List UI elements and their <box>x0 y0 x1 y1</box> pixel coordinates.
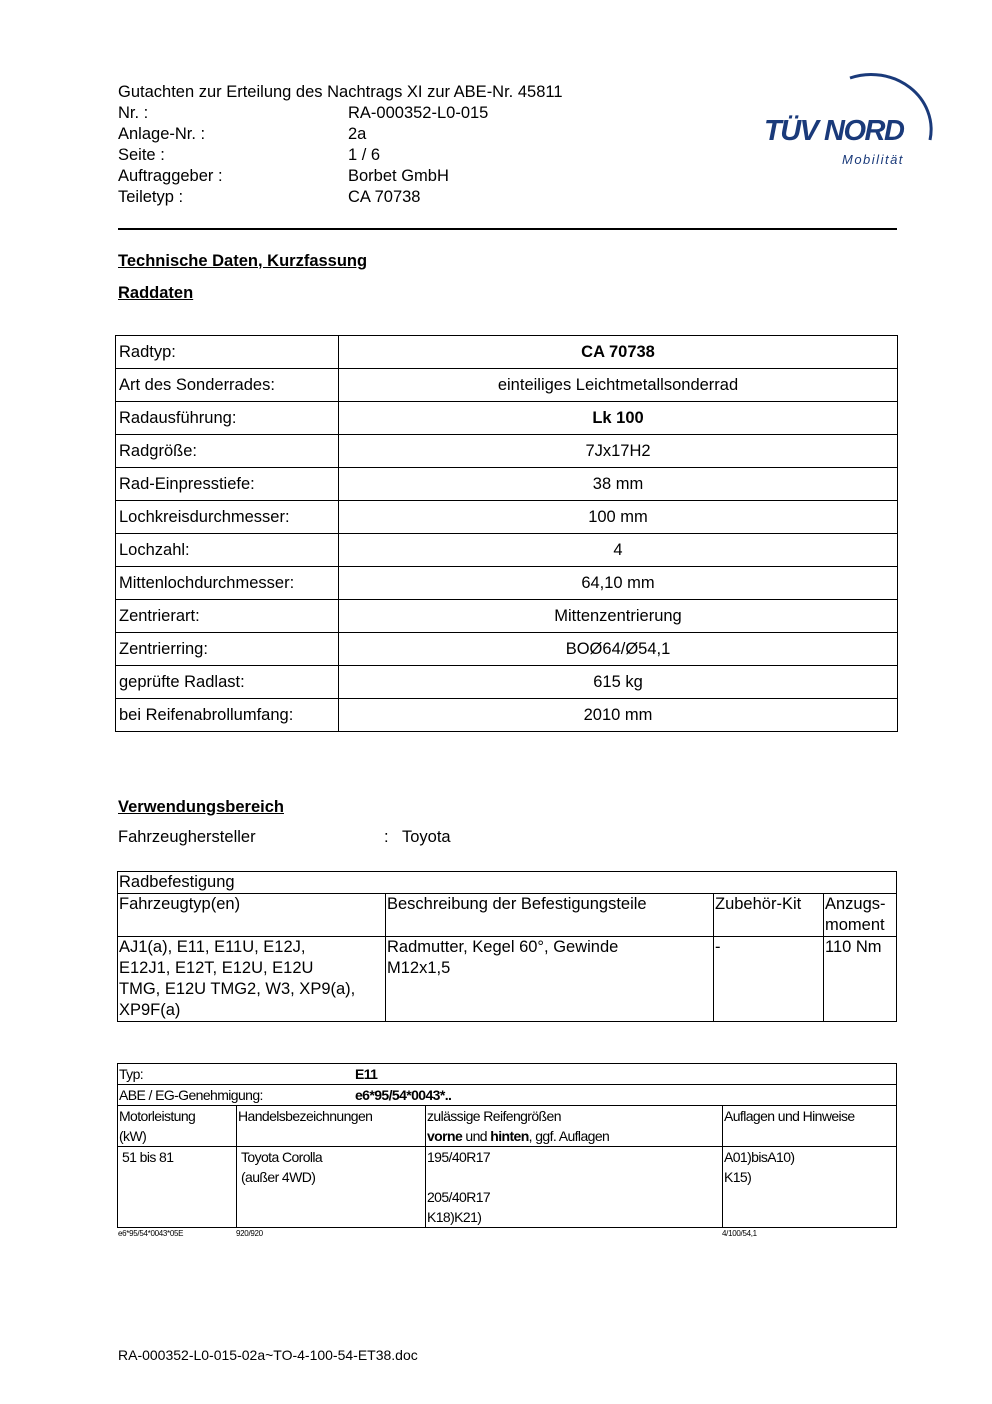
table-row: 51 bis 81 Toyota Corolla (außer 4WD) 195/40R17 205/40R17 K18)K21) A01)bisA10) K15) <box>118 1147 897 1228</box>
section-title-technische-daten: Technische Daten, Kurzfassung <box>118 252 368 270</box>
table-row: Zentrierart: Mittenzentrierung <box>116 600 898 633</box>
table-row: Radtyp: CA 70738 <box>116 336 898 369</box>
table-row: Radbefestigung <box>118 872 897 894</box>
table-row: bei Reifenabrollumfang: 2010 mm <box>116 699 898 732</box>
table-row: Lochzahl: 4 <box>116 534 898 567</box>
table-row: Mittenlochdurchmesser: 64,10 mm <box>116 567 898 600</box>
header-title: Gutachten zur Erteilung des Nachtrags XI zur ABE-Nr. 45811 <box>118 83 563 101</box>
table-row: geprüfte Radlast: 615 kg <box>116 666 898 699</box>
logo-sub: Mobilität <box>842 152 904 167</box>
header-row: Anlage-Nr. : 2a <box>118 125 367 143</box>
table-row: Zentrierring: BOØ64/Ø54,1 <box>116 633 898 666</box>
table-row: Radgröße: 7Jx17H2 <box>116 435 898 468</box>
table-row: AJ1(a), E11, E11U, E12J, E12J1, E12T, E12U, E12U TMG, E12U TMG2, W3, XP9(a), XP9F(a) Radmutter, Kegel 60°, Gewinde M12x1,5 - 110 Nm <box>118 937 897 1022</box>
header-divider <box>118 228 897 230</box>
code-bolt: 4/100/54,1 <box>722 1229 757 1238</box>
code-weight: 920/920 <box>236 1229 263 1238</box>
logo-brand: TÜV NORD <box>764 115 904 147</box>
header-row: Auftraggeber : Borbet GmbH <box>118 167 449 185</box>
header-row: Nr. : RA-000352-L0-015 <box>118 104 489 122</box>
section-title-raddaten: Raddaten <box>118 284 194 302</box>
fahrzeughersteller-line: Fahrzeughersteller : Toyota <box>118 828 451 846</box>
table-row: Fahrzeugtyp(en) Beschreibung der Befestigungsteile Zubehör-Kit Anzugs- moment <box>118 894 897 937</box>
document-header <box>118 82 563 208</box>
table-row: ABE / EG-Genehmigung: e6*95/54*0043*.. <box>118 1085 897 1106</box>
footer-filename: RA-000352-L0-015-02a~TO-4-100-54-ET38.doc <box>118 1347 418 1363</box>
code-ezg: e6*95/54*0043*05E <box>118 1229 184 1238</box>
section-title-verwendungsbereich: Verwendungsbereich <box>118 798 284 816</box>
raddaten-table <box>115 335 898 732</box>
tuev-nord-logo <box>760 60 950 170</box>
typ-table <box>117 1063 897 1228</box>
header-row: Teiletyp : CA 70738 <box>118 188 421 206</box>
table-row: Motorleistung (kW) Handelsbezeichnungen zulässige Reifengrößen vorne und hinten, ggf. Auflagen Auflagen und Hinweise <box>118 1106 897 1147</box>
table-row: Typ: E11 <box>118 1064 897 1085</box>
header-row: Seite : 1 / 6 <box>118 146 381 164</box>
table-row: Radausführung: Lk 100 <box>116 402 898 435</box>
table-row: Art des Sonderrades: einteiliges Leichtmetallsonderrad <box>116 369 898 402</box>
table-row: Rad-Einpresstiefe: 38 mm <box>116 468 898 501</box>
table-row: Lochkreisdurchmesser: 100 mm <box>116 501 898 534</box>
radbefestigung-table <box>117 871 897 1022</box>
